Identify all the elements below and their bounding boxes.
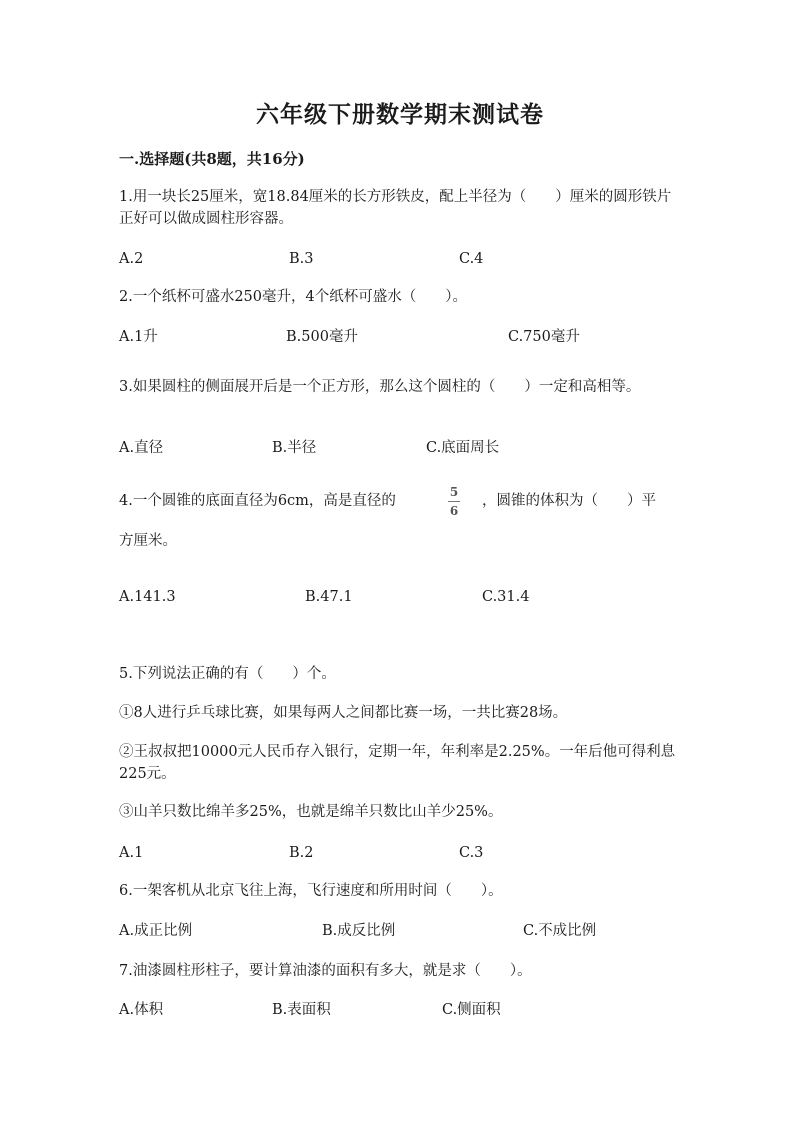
q6-option-b[interactable]: B.成反比例	[322, 923, 396, 939]
question-4-line2: 方厘米。	[119, 533, 177, 549]
fraction-five-sixths	[443, 485, 465, 518]
q7-option-c[interactable]: C.侧面积	[442, 1002, 501, 1018]
question-2: 2.一个纸杯可盛水250毫升，4个纸杯可盛水（ ）。	[119, 289, 467, 305]
q4-option-b[interactable]: B.47.1	[305, 589, 353, 605]
page-title: 六年级下册数学期末测试卷	[256, 101, 544, 128]
question-7: 7.油漆圆柱形柱子，要计算油漆的面积有多大，就是求（ ）。	[119, 963, 532, 979]
section-heading: 一.选择题(共8题，共16分)	[119, 150, 305, 168]
q5-option-c[interactable]: C.3	[459, 845, 484, 861]
question-1: 1.用一块长25厘米，宽18.84厘米的长方形铁皮，配上半径为（ ）厘米的圆形铁片正好可以做成圆柱形容器。	[119, 189, 672, 227]
question-4-part2: ，圆锥的体积为（ ）平	[482, 493, 656, 509]
q6-option-a[interactable]: A.成正比例	[119, 923, 193, 939]
q7-option-a[interactable]: A.体积	[119, 1002, 164, 1018]
fraction-denominator: 6	[449, 504, 459, 518]
q3-option-a[interactable]: A.直径	[119, 440, 164, 456]
question-5: 5.下列说法正确的有（ ）个。	[119, 666, 336, 682]
question-4-part1: 4.一个圆锥的底面直径为6cm，高是直径的	[119, 493, 396, 509]
question-6: 6.一架客机从北京飞往上海，飞行速度和所用时间（ ）。	[119, 883, 503, 899]
q1-option-b[interactable]: B.3	[289, 251, 314, 267]
q2-option-a[interactable]: A.1升	[119, 329, 158, 345]
q4-option-a[interactable]: A.141.3	[119, 589, 176, 605]
q5-statement-1: ①8人进行乒乓球比赛，如果每两人之间都比赛一场，一共比赛28场。	[119, 705, 568, 721]
question-3: 3.如果圆柱的侧面展开后是一个正方形，那么这个圆柱的（ ）一定和高相等。	[119, 379, 641, 395]
fraction-bar	[448, 501, 460, 502]
q1-option-c[interactable]: C.4	[459, 251, 484, 267]
q5-option-b[interactable]: B.2	[289, 845, 314, 861]
q5-statement-3: ③山羊只数比绵羊多25%，也就是绵羊只数比山羊少25%。	[119, 804, 503, 820]
q3-option-b[interactable]: B.半径	[272, 440, 317, 456]
q4-option-c[interactable]: C.31.4	[482, 589, 530, 605]
q2-option-b[interactable]: B.500毫升	[286, 329, 358, 345]
fraction-numerator: 5	[449, 485, 459, 499]
q5-option-a[interactable]: A.1	[119, 845, 144, 861]
q6-option-c[interactable]: C.不成比例	[523, 923, 597, 939]
q3-option-c[interactable]: C.底面周长	[426, 440, 500, 456]
q5-statement-2: ②王叔叔把10000元人民币存入银行，定期一年，年利率是2.25%。一年后他可得利息225元。	[119, 744, 676, 782]
q7-option-b[interactable]: B.表面积	[272, 1002, 331, 1018]
q2-option-c[interactable]: C.750毫升	[508, 329, 580, 345]
q1-option-a[interactable]: A.2	[119, 251, 144, 267]
